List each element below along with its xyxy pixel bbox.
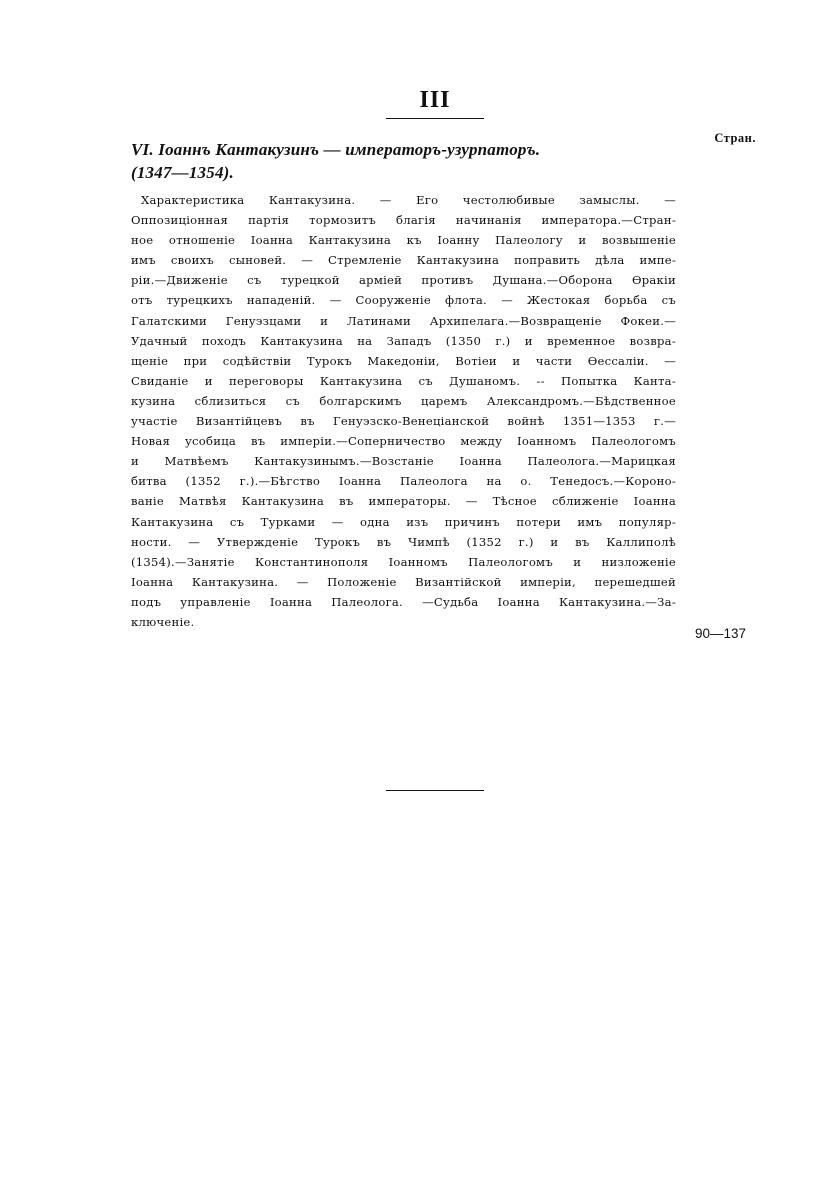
- summary-line: (1354).—Занятіе Константинополя Іоанномъ Палеологомъ и низложеніе: [131, 554, 676, 569]
- chapter-title-line: VI. Іоаннъ Кантакузинъ — императоръ-узурпаторъ.: [131, 140, 541, 159]
- summary-line: Свиданіе и переговоры Кантакузина съ Душаномъ. -- Попытка Канта-: [131, 373, 676, 388]
- column-header: Стран.: [714, 131, 756, 145]
- summary-line: участіе Византійцевъ въ Генуэзско-Венеціанской войнѣ 1351—1353 г.—: [131, 414, 676, 429]
- chapter-summary: [131, 190, 676, 632]
- summary-line: Характеристика Кантакузина. — Его честолюбивые замыслы. —: [141, 193, 676, 207]
- summary-line: Галатскими Генуэзцами и Латинами Архипелага.—Возвращеніе Фокеи.—: [131, 313, 676, 328]
- summary-line: отъ турецкихъ нападеній. — Сооруженіе флота. — Жестокая борьба съ: [131, 293, 676, 308]
- summary-line: Іоанна Кантакузина. — Положеніе Византійской имперіи, перешедшей: [131, 574, 676, 589]
- summary-line: битва (1352 г.).—Бѣгство Іоанна Палеолога на о. Тенедосъ.—Короно-: [131, 474, 676, 489]
- summary-line: кузина сблизиться съ болгарскимъ царемъ Александромъ.—Бѣдственное: [131, 393, 676, 408]
- summary-line: ваніе Матвѣя Кантакузина въ императоры. — Тѣсное сближеніе Іоанна: [131, 494, 676, 509]
- summary-line: имъ своихъ сыновей. — Стремленіе Кантакузина поправить дѣла импе-: [131, 253, 676, 268]
- summary-line: ности. — Утвержденіе Турокъ въ Чимпѣ (1352 г.) и въ Каллиполѣ: [131, 534, 676, 549]
- summary-line: Удачный походъ Кантакузина на Западъ (1350 г.) и временное возвра-: [131, 333, 676, 348]
- summary-line: Кантакузина съ Турками — одна изъ причинъ потери имъ популяр-: [131, 514, 676, 529]
- chapter-title: [131, 138, 676, 184]
- summary-line: подъ управленіе Іоанна Палеолога. —Судьба Іоанна Кантакузина.—За-: [131, 594, 676, 609]
- page-range: 90—137: [694, 626, 746, 641]
- chapter-title-line: (1347—1354).: [131, 163, 234, 182]
- page-number: III: [419, 87, 451, 113]
- summary-line: и Матвѣемъ Кантакузинымъ.—Возстаніе Іоанна Палеолога.—Марицкая: [131, 454, 676, 469]
- summary-line: ключеніе.: [131, 614, 195, 629]
- summary-line: щеніе при содѣйствіи Турокъ Македоніи, Вотіеи и части Ѳессаліи. —: [131, 353, 676, 368]
- summary-line: ное отношеніе Іоанна Кантакузина къ Іоанну Палеологу и возвышеніе: [131, 233, 676, 248]
- page-number-rule: [386, 118, 484, 119]
- summary-line: ріи.—Движеніе съ турецкой арміей противъ Душана.—Оборона Ѳракіи: [131, 273, 676, 288]
- summary-line: Оппозиціонная партія тормозитъ благія начинанія императора.—Стран-: [131, 213, 676, 228]
- end-rule: [386, 790, 484, 791]
- summary-line: Новая усобица въ имперіи.—Соперничество между Іоанномъ Палеологомъ: [131, 434, 676, 449]
